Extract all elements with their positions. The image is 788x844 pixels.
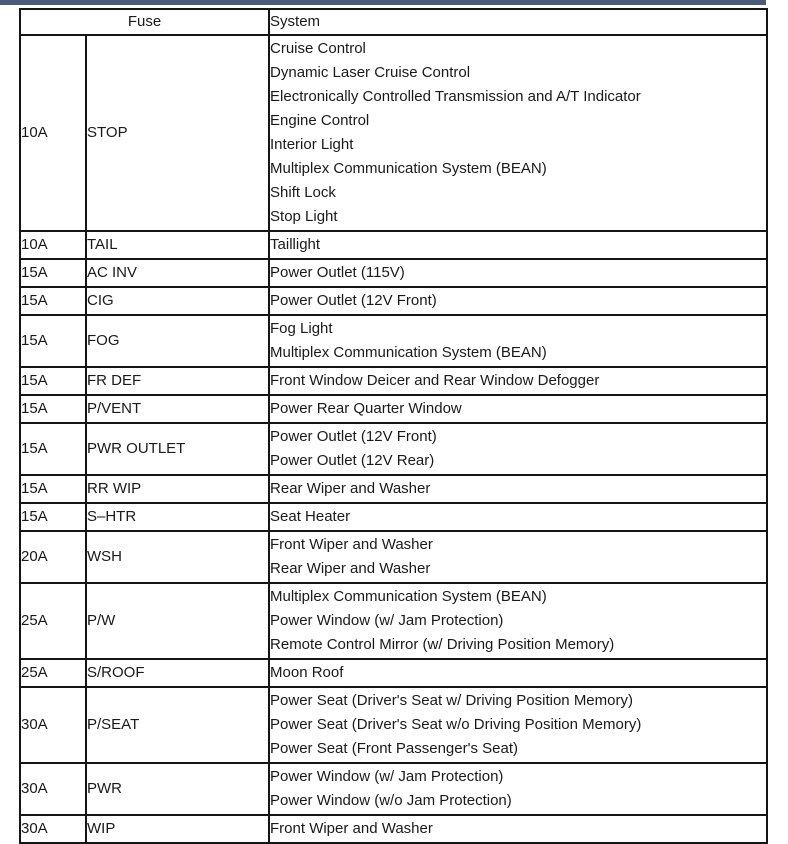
- table-row: [20, 287, 767, 315]
- system-line: Engine Control: [270, 112, 370, 129]
- cell-system-list: [269, 287, 767, 315]
- system-line: Power Outlet (12V Rear): [270, 452, 435, 469]
- cell-amperage: 15A: [20, 423, 86, 475]
- cell-amperage: 15A: [20, 475, 86, 503]
- system-line: Power Outlet (115V): [270, 264, 405, 281]
- cell-system-list: [269, 395, 767, 423]
- table-row: [20, 35, 767, 231]
- system-line: Remote Control Mirror (w/ Driving Position Memory): [270, 636, 615, 653]
- cell-system-list: [269, 763, 767, 815]
- cell-fuse-name: P/VENT: [86, 395, 269, 423]
- system-line: Electronically Controlled Transmission and A/T Indicator: [270, 88, 641, 105]
- cell-fuse-name: RR WIP: [86, 475, 269, 503]
- cell-fuse-name: P/SEAT: [86, 687, 269, 763]
- cell-system-list: [269, 259, 767, 287]
- system-line: Front Wiper and Washer: [270, 536, 433, 553]
- table-header: [20, 9, 767, 35]
- table-row: [20, 583, 767, 659]
- fuse-system-table: [19, 8, 768, 844]
- system-line: Rear Wiper and Washer: [270, 480, 431, 497]
- cell-fuse-name: S–HTR: [86, 503, 269, 531]
- table-body: [20, 35, 767, 843]
- table-row: [20, 395, 767, 423]
- table-row: [20, 475, 767, 503]
- table-row: [20, 503, 767, 531]
- cell-amperage: 15A: [20, 367, 86, 395]
- cell-system-list: [269, 815, 767, 843]
- system-line: Multiplex Communication System (BEAN): [270, 160, 547, 177]
- system-line: Power Rear Quarter Window: [270, 400, 462, 417]
- cell-amperage: 15A: [20, 259, 86, 287]
- cell-fuse-name: STOP: [86, 35, 269, 231]
- system-line: Power Outlet (12V Front): [270, 292, 437, 309]
- table-row: [20, 531, 767, 583]
- table-row: [20, 259, 767, 287]
- table-row: [20, 423, 767, 475]
- cell-system-list: [269, 367, 767, 395]
- system-line: Power Seat (Driver's Seat w/ Driving Position Memory): [270, 692, 633, 709]
- system-line: Shift Lock: [270, 184, 336, 201]
- system-line: Front Window Deicer and Rear Window Defogger: [270, 372, 600, 389]
- cell-amperage: 30A: [20, 687, 86, 763]
- cell-system-list: [269, 231, 767, 259]
- system-line: Cruise Control: [270, 40, 366, 57]
- header-row: [20, 9, 767, 35]
- table-row: [20, 763, 767, 815]
- cell-amperage: 20A: [20, 531, 86, 583]
- column-header-system: System: [269, 9, 767, 35]
- cell-system-list: [269, 315, 767, 367]
- cell-system-list: [269, 503, 767, 531]
- system-line: Moon Roof: [270, 664, 344, 681]
- cell-amperage: 15A: [20, 287, 86, 315]
- cell-fuse-name: WSH: [86, 531, 269, 583]
- fuse-table-container: [19, 8, 766, 844]
- cell-fuse-name: FOG: [86, 315, 269, 367]
- system-line: Interior Light: [270, 136, 354, 153]
- cell-system-list: [269, 531, 767, 583]
- system-line: Power Window (w/ Jam Protection): [270, 768, 504, 785]
- system-line: Rear Wiper and Washer: [270, 560, 431, 577]
- system-line: Power Seat (Driver's Seat w/o Driving Position Memory): [270, 716, 642, 733]
- cell-fuse-name: P/W: [86, 583, 269, 659]
- table-row: [20, 231, 767, 259]
- cell-fuse-name: FR DEF: [86, 367, 269, 395]
- cell-fuse-name: S/ROOF: [86, 659, 269, 687]
- cell-fuse-name: WIP: [86, 815, 269, 843]
- cell-fuse-name: TAIL: [86, 231, 269, 259]
- system-line: Stop Light: [270, 208, 338, 225]
- table-row: [20, 659, 767, 687]
- cell-system-list: [269, 687, 767, 763]
- system-line: Multiplex Communication System (BEAN): [270, 344, 547, 361]
- cell-system-list: [269, 475, 767, 503]
- system-line: Seat Heater: [270, 508, 351, 525]
- system-line: Power Outlet (12V Front): [270, 428, 437, 445]
- table-row: [20, 687, 767, 763]
- accent-bar: [0, 0, 766, 5]
- system-line: Power Window (w/ Jam Protection): [270, 612, 504, 629]
- cell-system-list: [269, 423, 767, 475]
- cell-amperage: 30A: [20, 763, 86, 815]
- cell-system-list: [269, 583, 767, 659]
- column-header-fuse: Fuse: [20, 9, 269, 35]
- cell-amperage: 10A: [20, 231, 86, 259]
- cell-fuse-name: CIG: [86, 287, 269, 315]
- cell-fuse-name: PWR: [86, 763, 269, 815]
- cell-amperage: 15A: [20, 503, 86, 531]
- system-line: Dynamic Laser Cruise Control: [270, 64, 471, 81]
- cell-amperage: 25A: [20, 659, 86, 687]
- system-line: Power Window (w/o Jam Protection): [270, 792, 512, 809]
- system-line: Fog Light: [270, 320, 333, 337]
- cell-fuse-name: AC INV: [86, 259, 269, 287]
- cell-amperage: 30A: [20, 815, 86, 843]
- table-row: [20, 315, 767, 367]
- system-line: Multiplex Communication System (BEAN): [270, 588, 547, 605]
- system-line: Power Seat (Front Passenger's Seat): [270, 740, 518, 757]
- cell-system-list: [269, 35, 767, 231]
- cell-amperage: 10A: [20, 35, 86, 231]
- system-line: Taillight: [270, 236, 321, 253]
- cell-amperage: 25A: [20, 583, 86, 659]
- cell-amperage: 15A: [20, 315, 86, 367]
- table-row: [20, 367, 767, 395]
- cell-amperage: 15A: [20, 395, 86, 423]
- cell-system-list: [269, 659, 767, 687]
- system-line: Front Wiper and Washer: [270, 820, 433, 837]
- table-row: [20, 815, 767, 843]
- cell-fuse-name: PWR OUTLET: [86, 423, 269, 475]
